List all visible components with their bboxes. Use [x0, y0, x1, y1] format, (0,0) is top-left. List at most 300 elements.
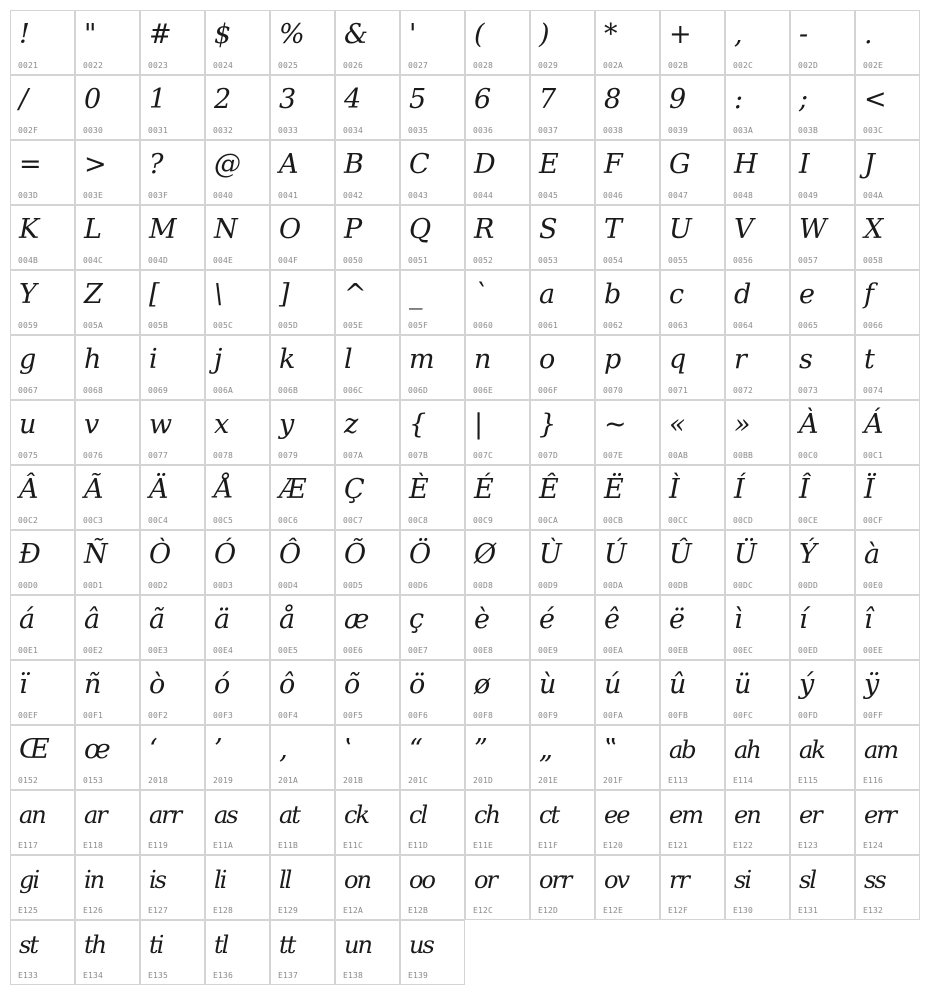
glyph-cell: [595, 595, 660, 660]
glyph-cell: [790, 660, 855, 725]
glyph-cell: [660, 10, 725, 75]
glyph-char: V: [734, 214, 753, 245]
glyph-cell: [270, 790, 335, 855]
glyph-cell: [855, 660, 920, 725]
glyph-codepoint: E135: [148, 971, 169, 980]
glyph-char: û: [669, 669, 686, 700]
glyph-codepoint: 0055: [668, 256, 689, 265]
glyph-codepoint: 0061: [538, 321, 559, 330]
glyph-codepoint: 00D5: [343, 581, 364, 590]
glyph-cell: [335, 660, 400, 725]
glyph-codepoint: 0045: [538, 191, 559, 200]
glyph-codepoint: 00EF: [18, 711, 39, 720]
glyph-char: us: [409, 931, 433, 959]
glyph-codepoint: 0049: [798, 191, 819, 200]
glyph-cell: [75, 400, 140, 465]
glyph-char: i: [149, 344, 157, 375]
glyph-cell: [400, 725, 465, 790]
glyph-codepoint: E11B: [278, 841, 299, 850]
glyph-codepoint: 0056: [733, 256, 754, 265]
glyph-char: <: [864, 84, 886, 115]
glyph-codepoint: 00C9: [473, 516, 494, 525]
glyph-codepoint: 00FA: [603, 711, 624, 720]
glyph-cell: [205, 335, 270, 400]
glyph-codepoint: E127: [148, 906, 169, 915]
glyph-char: p: [604, 344, 621, 375]
glyph-cell: [660, 205, 725, 270]
glyph-codepoint: 0153: [83, 776, 104, 785]
glyph-char: à: [864, 539, 880, 570]
glyph-codepoint: E117: [18, 841, 39, 850]
glyph-char: Ê: [539, 474, 558, 505]
glyph-codepoint: 0029: [538, 61, 559, 70]
glyph-cell: [10, 725, 75, 790]
glyph-char: Á: [864, 409, 883, 440]
glyph-char: á: [19, 604, 35, 635]
glyph-cell: [855, 465, 920, 530]
glyph-cell: [140, 465, 205, 530]
glyph-char: ÿ: [864, 669, 879, 700]
glyph-char: e: [799, 279, 814, 310]
glyph-cell: [790, 790, 855, 855]
glyph-char: ë: [669, 604, 684, 635]
glyph-codepoint: E12C: [473, 906, 494, 915]
glyph-cell: [270, 400, 335, 465]
glyph-cell: [75, 465, 140, 530]
glyph-cell: [270, 660, 335, 725]
glyph-cell: [335, 75, 400, 140]
glyph-char: ‟: [604, 734, 617, 765]
glyph-cell: [205, 400, 270, 465]
glyph-char: Ó: [214, 539, 236, 570]
glyph-cell: [530, 660, 595, 725]
glyph-cell: [595, 660, 660, 725]
glyph-char: ck: [344, 801, 368, 829]
glyph-char: É: [474, 474, 493, 505]
glyph-codepoint: 00FD: [798, 711, 819, 720]
glyph-char: cl: [409, 801, 427, 829]
glyph-char: ç: [409, 604, 424, 635]
glyph-cell: [335, 855, 400, 920]
glyph-cell: [335, 530, 400, 595]
glyph-cell: [10, 530, 75, 595]
glyph-char: ): [539, 19, 549, 50]
glyph-cell: [725, 530, 790, 595]
glyph-char: Ù: [539, 539, 561, 570]
glyph-codepoint: 00CB: [603, 516, 624, 525]
glyph-cell: [790, 595, 855, 660]
glyph-char: st: [19, 931, 37, 959]
glyph-cell: [75, 790, 140, 855]
glyph-codepoint: E11E: [473, 841, 494, 850]
glyph-cell: [270, 465, 335, 530]
glyph-char: Ë: [604, 474, 623, 505]
glyph-cell: [140, 725, 205, 790]
glyph-codepoint: 00E3: [148, 646, 169, 655]
glyph-codepoint: 005E: [343, 321, 364, 330]
glyph-codepoint: 002B: [668, 61, 689, 70]
glyph-char: Ý: [799, 539, 816, 570]
glyph-char: n: [474, 344, 491, 375]
glyph-codepoint: 00D9: [538, 581, 559, 590]
glyph-codepoint: 003A: [733, 126, 754, 135]
glyph-cell: [205, 270, 270, 335]
glyph-codepoint: 0031: [148, 126, 169, 135]
glyph-cell: [595, 855, 660, 920]
glyph-char: ì: [734, 604, 742, 635]
glyph-char: on: [344, 866, 370, 894]
glyph-codepoint: 00D1: [83, 581, 104, 590]
glyph-cell: [465, 465, 530, 530]
glyph-codepoint: 00C1: [863, 451, 884, 460]
glyph-cell: [465, 400, 530, 465]
glyph-char: ab: [669, 736, 695, 764]
glyph-codepoint: 00C2: [18, 516, 39, 525]
glyph-char: L: [84, 214, 101, 245]
glyph-char: Ï: [864, 474, 874, 505]
glyph-codepoint: 201A: [278, 776, 299, 785]
glyph-codepoint: 005D: [278, 321, 299, 330]
glyph-codepoint: E12F: [668, 906, 689, 915]
glyph-codepoint: 0040: [213, 191, 234, 200]
glyph-cell: [270, 855, 335, 920]
glyph-cell: [530, 10, 595, 75]
glyph-char: ‚: [279, 734, 287, 765]
glyph-codepoint: 0047: [668, 191, 689, 200]
glyph-codepoint: 002F: [18, 126, 39, 135]
glyph-char: C: [409, 149, 429, 180]
glyph-char: em: [669, 801, 702, 829]
glyph-char: si: [734, 866, 750, 894]
glyph-cell: [400, 140, 465, 205]
glyph-codepoint: 00F3: [213, 711, 234, 720]
glyph-codepoint: 0036: [473, 126, 494, 135]
glyph-cell: [725, 140, 790, 205]
glyph-codepoint: 201C: [408, 776, 429, 785]
glyph-codepoint: 00E8: [473, 646, 494, 655]
glyph-char: F: [604, 149, 622, 180]
glyph-cell: [10, 855, 75, 920]
glyph-cell: [660, 400, 725, 465]
glyph-cell: [400, 205, 465, 270]
glyph-codepoint: 00D6: [408, 581, 429, 590]
glyph-codepoint: 0077: [148, 451, 169, 460]
glyph-char: ”: [474, 734, 487, 765]
glyph-char: ak: [799, 736, 824, 764]
glyph-cell: [530, 790, 595, 855]
glyph-char: -: [799, 19, 808, 50]
glyph-codepoint: 0048: [733, 191, 754, 200]
glyph-char: #: [149, 19, 171, 50]
glyph-codepoint: 00D2: [148, 581, 169, 590]
glyph-cell: [270, 725, 335, 790]
glyph-char: O: [279, 214, 301, 245]
glyph-codepoint: 00F6: [408, 711, 429, 720]
glyph-cell: [465, 530, 530, 595]
glyph-codepoint: E12B: [408, 906, 429, 915]
glyph-cell: [465, 205, 530, 270]
glyph-codepoint: 201B: [343, 776, 364, 785]
glyph-cell: [790, 855, 855, 920]
glyph-char: or: [474, 866, 496, 894]
glyph-char: ‘: [149, 734, 157, 765]
glyph-char: =: [19, 149, 41, 180]
glyph-codepoint: 0065: [798, 321, 819, 330]
glyph-cell: [790, 10, 855, 75]
glyph-cell: [335, 335, 400, 400]
glyph-cell: [205, 920, 270, 985]
glyph-char: 4: [344, 84, 361, 115]
glyph-cell: [75, 660, 140, 725]
glyph-char: »: [734, 409, 750, 440]
glyph-codepoint: E138: [343, 971, 364, 980]
glyph-cell: [205, 205, 270, 270]
glyph-cell: [10, 75, 75, 140]
glyph-char: é: [539, 604, 554, 635]
glyph-codepoint: E132: [863, 906, 884, 915]
glyph-char: „: [539, 734, 552, 765]
glyph-codepoint: 00CE: [798, 516, 819, 525]
glyph-cell: [335, 595, 400, 660]
glyph-char: 8: [604, 84, 621, 115]
glyph-char: Æ: [279, 474, 306, 505]
glyph-cell: [660, 790, 725, 855]
glyph-codepoint: 0027: [408, 61, 429, 70]
glyph-codepoint: 00DC: [733, 581, 754, 590]
glyph-codepoint: 00CA: [538, 516, 559, 525]
glyph-cell: [400, 660, 465, 725]
glyph-char: Û: [669, 539, 691, 570]
glyph-cell: [400, 790, 465, 855]
glyph-char: a: [539, 279, 555, 310]
glyph-codepoint: 2019: [213, 776, 234, 785]
glyph-char: S: [539, 214, 557, 245]
glyph-codepoint: 0050: [343, 256, 364, 265]
glyph-codepoint: 00C0: [798, 451, 819, 460]
glyph-codepoint: 004A: [863, 191, 884, 200]
glyph-codepoint: E11C: [343, 841, 364, 850]
glyph-char: «: [669, 409, 685, 440]
glyph-char: arr: [149, 801, 181, 829]
glyph-codepoint: 0070: [603, 386, 624, 395]
glyph-cell: [465, 335, 530, 400]
glyph-cell: [530, 140, 595, 205]
glyph-codepoint: 00EB: [668, 646, 689, 655]
glyph-char: 5: [409, 84, 426, 115]
glyph-cell: [790, 530, 855, 595]
glyph-codepoint: E120: [603, 841, 624, 850]
glyph-codepoint: E126: [83, 906, 104, 915]
glyph-char: l: [344, 344, 352, 375]
glyph-codepoint: 003C: [863, 126, 884, 135]
glyph-char: tt: [279, 931, 295, 959]
glyph-cell: [140, 335, 205, 400]
glyph-codepoint: E122: [733, 841, 754, 850]
glyph-char: N: [214, 214, 237, 245]
glyph-char: ll: [279, 866, 291, 894]
glyph-char: ø: [474, 669, 490, 700]
glyph-cell: [140, 140, 205, 205]
glyph-char: Z: [84, 279, 102, 310]
glyph-cell: [400, 530, 465, 595]
glyph-cell: [335, 10, 400, 75]
glyph-codepoint: 006C: [343, 386, 364, 395]
glyph-cell: [595, 270, 660, 335]
glyph-cell: [400, 465, 465, 530]
glyph-cell: [660, 270, 725, 335]
glyph-char: 9: [669, 84, 686, 115]
glyph-char: u: [19, 409, 36, 440]
glyph-char: ]: [279, 279, 289, 310]
glyph-codepoint: 007B: [408, 451, 429, 460]
glyph-cell: [465, 270, 530, 335]
glyph-char: Ã: [84, 474, 103, 505]
glyph-char: Q: [409, 214, 431, 245]
glyph-char: c: [669, 279, 684, 310]
glyph-char: ss: [864, 866, 885, 894]
glyph-codepoint: 00C6: [278, 516, 299, 525]
glyph-cell: [855, 205, 920, 270]
glyph-char: Ô: [279, 539, 301, 570]
glyph-cell: [725, 10, 790, 75]
glyph-codepoint: 006D: [408, 386, 429, 395]
glyph-cell: [140, 855, 205, 920]
glyph-cell: [400, 855, 465, 920]
glyph-char: \: [214, 279, 223, 310]
glyph-cell: [855, 140, 920, 205]
glyph-cell: [595, 530, 660, 595]
glyph-char: th: [84, 931, 106, 959]
glyph-char: sl: [799, 866, 815, 894]
glyph-cell: [205, 530, 270, 595]
glyph-codepoint: 00D4: [278, 581, 299, 590]
glyph-codepoint: 00ED: [798, 646, 819, 655]
glyph-cell: [270, 530, 335, 595]
glyph-codepoint: E121: [668, 841, 689, 850]
glyph-codepoint: 0059: [18, 321, 39, 330]
glyph-cell: [530, 335, 595, 400]
glyph-codepoint: 002C: [733, 61, 754, 70]
glyph-char: ö: [409, 669, 425, 700]
glyph-codepoint: 005C: [213, 321, 234, 330]
glyph-cell: [140, 400, 205, 465]
glyph-char: ó: [214, 669, 230, 700]
glyph-codepoint: 00DA: [603, 581, 624, 590]
glyph-codepoint: 007E: [603, 451, 624, 460]
glyph-cell: [400, 920, 465, 985]
glyph-char: W: [799, 214, 826, 245]
glyph-cell: [75, 920, 140, 985]
glyph-codepoint: 005A: [83, 321, 104, 330]
glyph-char: _: [409, 279, 422, 310]
glyph-cell: [335, 400, 400, 465]
glyph-cell: [10, 140, 75, 205]
glyph-codepoint: 006A: [213, 386, 234, 395]
glyph-grid: [10, 10, 920, 985]
glyph-codepoint: 004B: [18, 256, 39, 265]
glyph-codepoint: 00D0: [18, 581, 39, 590]
glyph-char: ov: [604, 866, 629, 894]
glyph-cell: [790, 335, 855, 400]
glyph-cell: [270, 140, 335, 205]
glyph-codepoint: E134: [83, 971, 104, 980]
glyph-cell: [465, 855, 530, 920]
glyph-char: 0: [84, 84, 101, 115]
glyph-codepoint: E136: [213, 971, 234, 980]
glyph-cell: [725, 205, 790, 270]
glyph-cell: [855, 530, 920, 595]
glyph-cell: [725, 400, 790, 465]
glyph-codepoint: 003E: [83, 191, 104, 200]
glyph-char: ': [409, 19, 416, 50]
glyph-char: B: [344, 149, 363, 180]
glyph-codepoint: 00DD: [798, 581, 819, 590]
glyph-char: ñ: [84, 669, 101, 700]
glyph-char: E: [539, 149, 558, 180]
glyph-cell: [10, 790, 75, 855]
glyph-codepoint: E124: [863, 841, 884, 850]
glyph-char: s: [799, 344, 812, 375]
glyph-cell: [660, 855, 725, 920]
glyph-char: Œ: [19, 734, 49, 765]
glyph-char: P: [344, 214, 362, 245]
glyph-codepoint: 00E7: [408, 646, 429, 655]
glyph-char: 6: [474, 84, 491, 115]
glyph-char: Ð: [19, 539, 40, 570]
glyph-char: {: [409, 409, 426, 440]
glyph-codepoint: E139: [408, 971, 429, 980]
glyph-char: Ú: [604, 539, 626, 570]
glyph-codepoint: E123: [798, 841, 819, 850]
glyph-codepoint: 0037: [538, 126, 559, 135]
glyph-codepoint: 0028: [473, 61, 494, 70]
glyph-codepoint: E12E: [603, 906, 624, 915]
glyph-char: Õ: [344, 539, 366, 570]
glyph-codepoint: 00E0: [863, 581, 884, 590]
glyph-codepoint: 0035: [408, 126, 429, 135]
glyph-cell: [725, 335, 790, 400]
glyph-cell: [595, 465, 660, 530]
glyph-char: ct: [539, 801, 559, 829]
glyph-char: J: [864, 149, 874, 180]
glyph-cell: [660, 595, 725, 660]
glyph-cell: [725, 465, 790, 530]
glyph-char: T: [604, 214, 622, 245]
glyph-cell: [10, 205, 75, 270]
glyph-codepoint: 0062: [603, 321, 624, 330]
glyph-codepoint: 00E5: [278, 646, 299, 655]
glyph-codepoint: E125: [18, 906, 39, 915]
glyph-char: an: [19, 801, 45, 829]
glyph-codepoint: E11A: [213, 841, 234, 850]
glyph-codepoint: 2018: [148, 776, 169, 785]
glyph-codepoint: 0043: [408, 191, 429, 200]
glyph-codepoint: 00AB: [668, 451, 689, 460]
glyph-cell: [725, 660, 790, 725]
glyph-char: ar: [84, 801, 106, 829]
glyph-cell: [530, 530, 595, 595]
glyph-char: k: [279, 344, 295, 375]
glyph-char: 2: [214, 84, 231, 115]
glyph-char: +: [669, 19, 691, 50]
glyph-cell: [530, 595, 595, 660]
glyph-char: gi: [19, 866, 39, 894]
glyph-codepoint: 00FB: [668, 711, 689, 720]
glyph-codepoint: 00C4: [148, 516, 169, 525]
glyph-char: `: [474, 279, 487, 310]
glyph-char: À: [799, 409, 818, 440]
glyph-cell: [725, 270, 790, 335]
